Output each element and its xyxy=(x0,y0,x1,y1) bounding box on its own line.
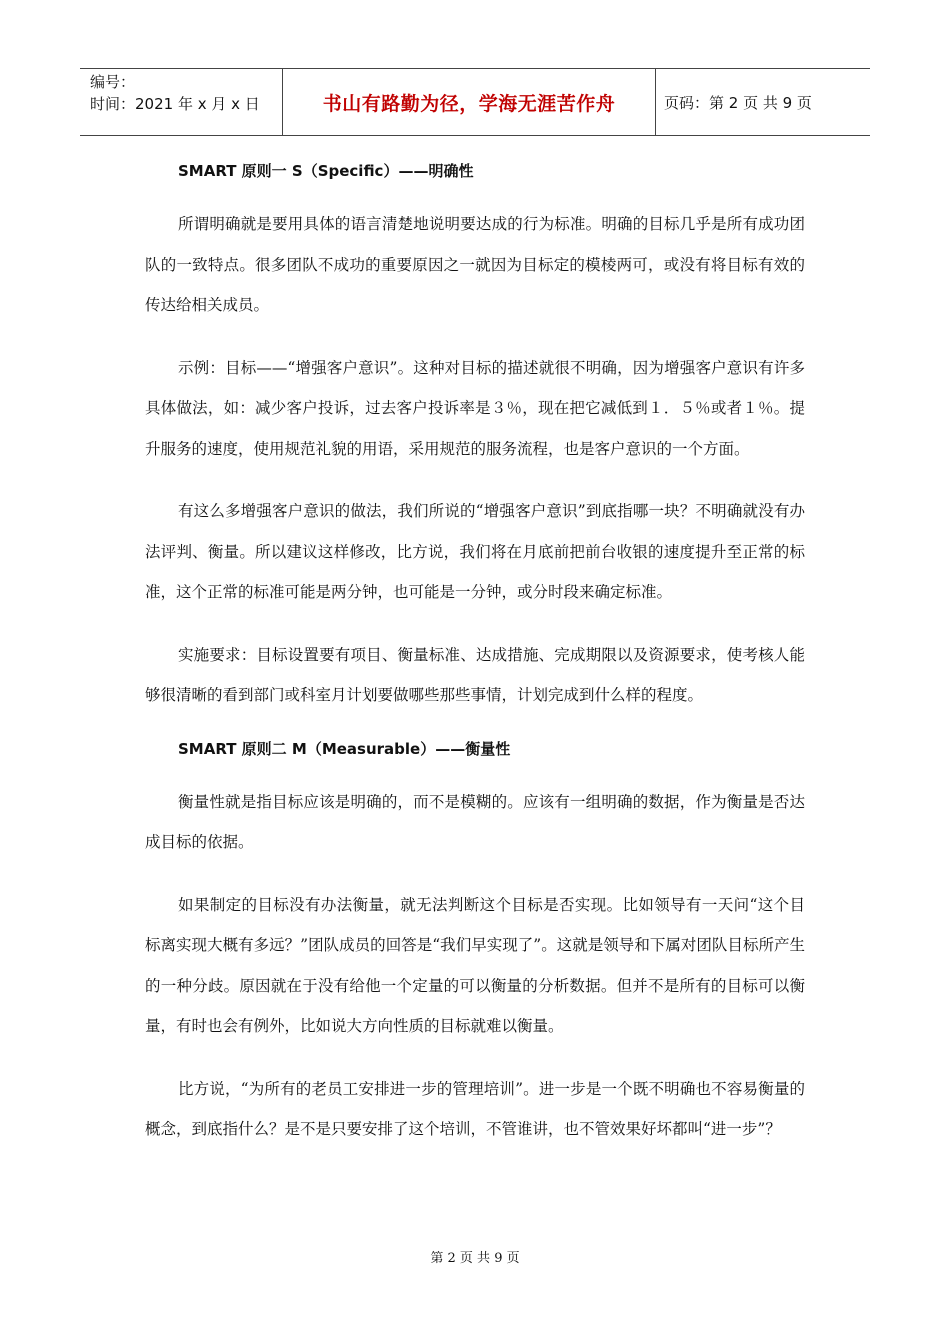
section-heading-measurable: SMART 原则二 M（Measurable）——衡量性 xyxy=(178,739,511,758)
header-motto-cell xyxy=(282,69,656,135)
page-header xyxy=(80,68,870,136)
header-motto: 书山有路勤为径，学海无涯苦作舟 xyxy=(322,92,616,115)
paragraph: 如果制定的目标没有办法衡量，就无法判断这个目标是否实现。比如领导有一天问“这个目标离实现大概有多远？”团队成员的回答是“我们早实现了”。这就是领导和下属对团队目标所产生的一种分歧。原因就在于没有给他一个定量的可以衡量的分析数据。但并不是所有的目标可以衡量，有时也会有例外，比如说大方向性质的目标就难以衡量。 xyxy=(145,895,805,1035)
paragraph: 比方说，“为所有的老员工安排进一步的管理培训”。进一步是一个既不明确也不容易衡量的概念，到底指什么？是不是只要安排了这个培训，不管谁讲，也不管效果好坏都叫“进一步”？ xyxy=(145,1079,805,1138)
header-page-info xyxy=(656,69,870,135)
section-heading-specific: SMART 原则一 S（Specific）——明确性 xyxy=(178,162,474,180)
document-number-label: 编号： xyxy=(90,73,136,91)
paragraph: 有这么多增强客户意识的做法，我们所说的“增强客户意识”到底指哪一块？不明确就没有办法评判、衡量。所以建议这样修改，比方说，我们将在月底前把前台收银的速度提升至正常的标准，这个正常的标准可能是两分钟，也可能是一分钟，或分时段来确定标准。 xyxy=(145,502,805,601)
page-footer xyxy=(0,1247,950,1266)
header-meta xyxy=(80,69,282,135)
paragraph: 所谓明确就是要用具体的语言清楚地说明要达成的行为标准。明确的目标几乎是所有成功团队的一致特点。很多团队不成功的重要原因之一就因为目标定的模棱两可，或没有将目标有效的传达给相关成员。 xyxy=(145,215,805,314)
page-info-text: 页码：第 2 页 共 9 页 xyxy=(664,93,812,112)
paragraph: 衡量性就是指目标应该是明确的，而不是模糊的。应该有一组明确的数据，作为衡量是否达成目标的依据。 xyxy=(145,792,805,851)
document-body xyxy=(145,150,805,1150)
footer-page-number: 第 2 页 共 9 页 xyxy=(430,1251,520,1266)
document-date: 时间：2021 年 x 月 x 日 xyxy=(90,95,260,113)
paragraph: 示例：目标——“增强客户意识”。这种对目标的描述就很不明确，因为增强客户意识有许多具体做法，如：减少客户投诉，过去客户投诉率是３％，现在把它减低到１．５％或者１％。提升服务的速度，使用规范礼貌的用语，采用规范的服务流程，也是客户意识的一个方面。 xyxy=(145,358,805,458)
paragraph: 实施要求：目标设置要有项目、衡量标准、达成措施、完成期限以及资源要求，使考核人能够很清晰的看到部门或科室月计划要做哪些那些事情，计划完成到什么样的程度。 xyxy=(145,645,805,704)
